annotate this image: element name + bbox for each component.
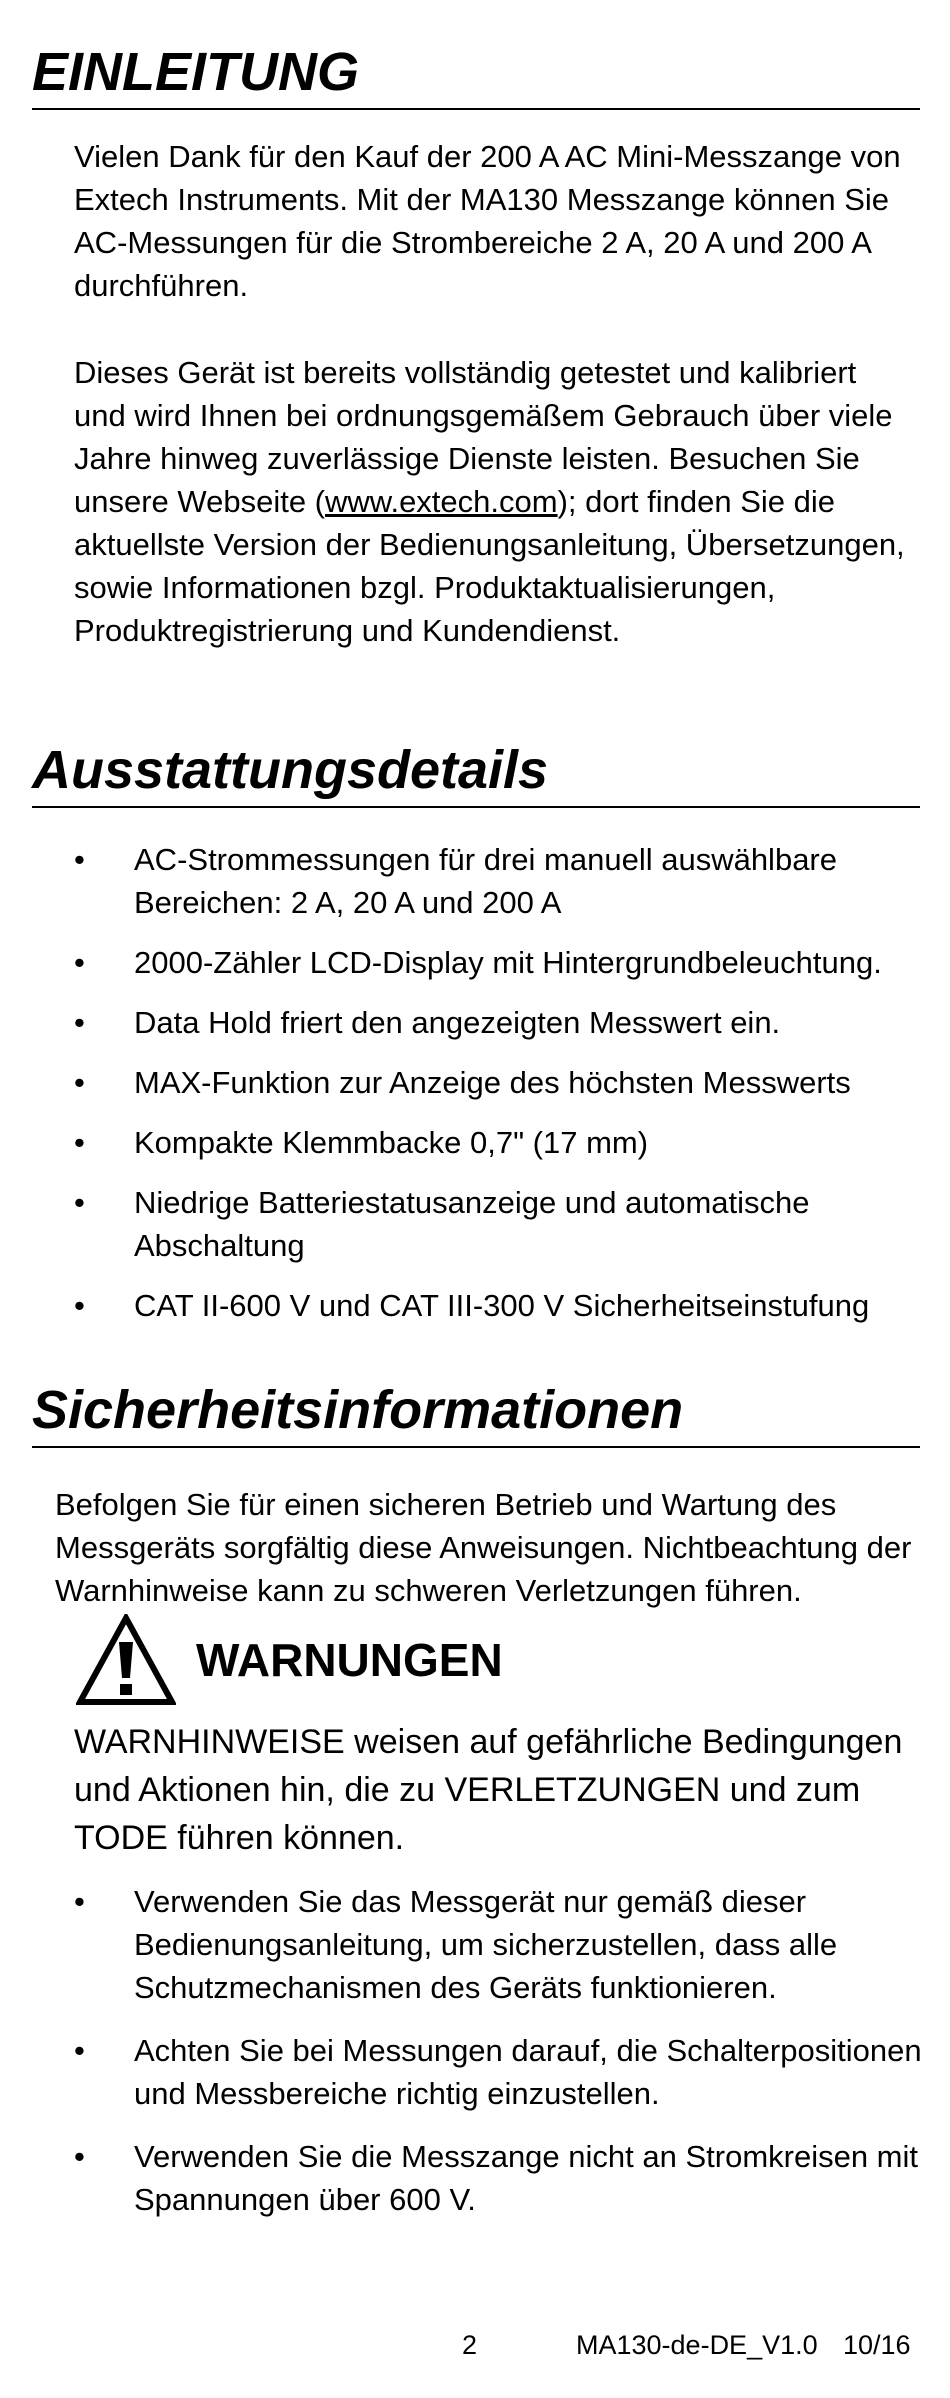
features-list-item	[74, 1001, 934, 1044]
extech-website-link[interactable]: www.extech.com	[325, 484, 558, 519]
bullet-icon: •	[74, 1288, 85, 1323]
warning-triangle-icon	[76, 1614, 176, 1706]
intro-heading: EINLEITUNG	[32, 40, 920, 110]
document-id: MA130-de-DE_V1.0	[576, 2330, 818, 2360]
features-list-item	[74, 1121, 934, 1164]
warning-title: WARNUNGEN	[196, 1634, 503, 1686]
features-list-item-text: CAT II-600 V und CAT III-300 V Sicherheitseinstufung	[134, 1288, 870, 1323]
safety-list-item	[74, 2135, 934, 2221]
bullet-icon: •	[74, 945, 85, 980]
warning-body: WARNHINWEISE weisen auf gefährliche Bedingungen und Aktionen hin, die zu VERLETZUNGEN und zum TODE führen können.	[74, 1723, 903, 1857]
features-list-item	[74, 1181, 934, 1267]
bullet-icon: •	[74, 2033, 85, 2068]
safety-list	[74, 1880, 934, 2241]
features-list-item-text: Data Hold friert den angezeigten Messwert ein.	[134, 1005, 781, 1040]
bullet-icon: •	[74, 842, 85, 877]
bullet-icon: •	[74, 1065, 85, 1100]
safety-list-item	[74, 2029, 934, 2115]
safety-list-item	[74, 1880, 934, 2009]
safety-list-item-text: Verwenden Sie das Messgerät nur gemäß dieser Bedienungsanleitung, um sicherzustellen, dass alle Schutzmechanismen des Geräts funktionieren.	[134, 1884, 838, 2005]
features-list-item-text: 2000-Zähler LCD-Display mit Hintergrundbeleuchtung.	[134, 945, 882, 980]
bullet-icon: •	[74, 1884, 85, 1919]
bullet-icon: •	[74, 1185, 85, 1220]
features-list-item-text: Kompakte Klemmbacke 0,7" (17 mm)	[134, 1125, 649, 1160]
intro-paragraph-1: Vielen Dank für den Kauf der 200 A AC Mini-Messzange von Extech Instruments. Mit der MA130 Messzange können Sie AC-Messungen für die Strombereiche 2 A, 20 A und 200 A durchführen.	[74, 139, 901, 303]
features-list-item-text: AC-Strommessungen für drei manuell auswählbare Bereichen: 2 A, 20 A und 200 A	[134, 842, 837, 920]
bullet-icon: •	[74, 1005, 85, 1040]
features-list-item-text: Niedrige Batteriestatusanzeige und automatische Abschaltung	[134, 1185, 810, 1263]
safety-intro: Befolgen Sie für einen sicheren Betrieb und Wartung des Messgeräts sorgfältig diese Anweisungen. Nichtbeachtung der Warnhinweise kann zu schweren Verletzungen führen.	[55, 1487, 912, 1608]
page-number: 2	[462, 2330, 478, 2360]
safety-heading: Sicherheitsinformationen	[32, 1378, 920, 1448]
features-list-item	[74, 1284, 934, 1327]
features-list-item	[74, 941, 934, 984]
bullet-icon: •	[74, 1125, 85, 1160]
features-list-item-text: MAX-Funktion zur Anzeige des höchsten Messwerts	[134, 1065, 851, 1100]
document-date: 10/16	[843, 2330, 911, 2360]
features-list	[74, 838, 934, 1344]
bullet-icon: •	[74, 2139, 85, 2174]
features-heading: Ausstattungsdetails	[32, 738, 920, 808]
safety-list-item-text: Achten Sie bei Messungen darauf, die Schalterpositionen und Messbereiche richtig einzustellen.	[134, 2033, 922, 2111]
intro-paragraph-2-text-b: ); dort finden Sie die aktuellste Version der Bedienungsanleitung, Übersetzungen, sowie Informationen bzgl. Produktaktualisierungen, Produktregistrierung und Kundendienst.	[74, 484, 905, 648]
features-list-item	[74, 838, 934, 924]
features-list-item	[74, 1061, 934, 1104]
safety-list-item-text: Verwenden Sie die Messzange nicht an Stromkreisen mit Spannungen über 600 V.	[134, 2139, 919, 2217]
intro-paragraph-2	[74, 351, 914, 652]
intro-paragraph-2-text-a: Dieses Gerät ist bereits vollständig getestet und kalibriert und wird Ihnen bei ordnungsgemäßem Gebrauch über viele Jahre hinweg zuverlässige Dienste leisten. Besuchen Sie unsere Webseite (	[74, 355, 893, 519]
